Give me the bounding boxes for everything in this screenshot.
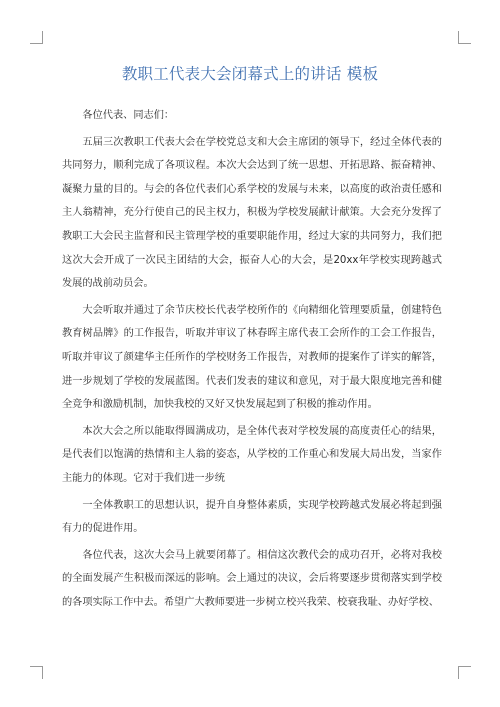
document-title: 教职工代表大会闭幕式上的讲话 模板 xyxy=(121,65,379,83)
paragraph-3: 本次大会之所以能取得圆满成功，是全体代表对学校发展的高度责任心的结果，是代表们以饱满的热情和主人翁的姿态，从学校的工作重心和发展大局出发，当家作主能力的体现。它对于我们进一步统 xyxy=(62,425,442,484)
salutation: 各位代表、同志们： xyxy=(82,110,175,121)
document-body xyxy=(62,104,442,614)
paragraph-4: 一全体教职工的思想认识，提升自身整体素质，实现学校跨越式发展必将起到强有力的促进作用。 xyxy=(62,499,442,535)
paragraph-1: 五届三次教职工代表大会在学校党总支和大会主席团的领导下，经过全体代表的共同努力，顺利完成了各项议程。本次大会达到了统一思想、开拓思路、振奋精神、凝聚力量的目的。与会的各位代表们心系学校的发展与未来，以高度的政治责任感和主人翁精神，充分行使自己的民主权力，积极为学校发展献计献策。大会充分发挥了教职工大会民主监督和民主管理学校的重要职能作用，经过大家的共同努力，我们把这次大会开成了一次民主团结的大会，振奋人心的大会，是20xx年学校实现跨越式发展的战前动员会。 xyxy=(62,136,442,290)
crop-mark-top-right xyxy=(458,31,471,44)
paragraph-5: 各位代表，这次大会马上就要闭幕了。相信这次教代会的成功召开，必将对我校的全面发展产生积极而深远的影响。会上通过的决议，会后将要逐步贯彻落实到学校的各项实际工作中去。希望广大教师要进一步树立校兴我荣、校衰我耻、办好学校、 xyxy=(62,549,442,608)
crop-mark-bottom-left xyxy=(30,666,43,679)
crop-mark-top-left xyxy=(30,31,43,44)
paragraph-2: 大会听取并通过了余节庆校长代表学校所作的《向精细化管理要质量，创建特色教育树品牌》的工作报告，听取并审议了林春晖主席代表工会所作的工会工作报告，听取并审议了颜建华主任所作的学校财务工作报告，对教师的提案作了详实的解答，进一步规划了学校的发展蓝图。代表们发表的建议和意见，对于最大限度地完善和健全竞争和激励机制，加快我校的又好又快发展起到了积极的推动作用。 xyxy=(62,304,442,411)
crop-mark-bottom-right xyxy=(458,666,471,679)
